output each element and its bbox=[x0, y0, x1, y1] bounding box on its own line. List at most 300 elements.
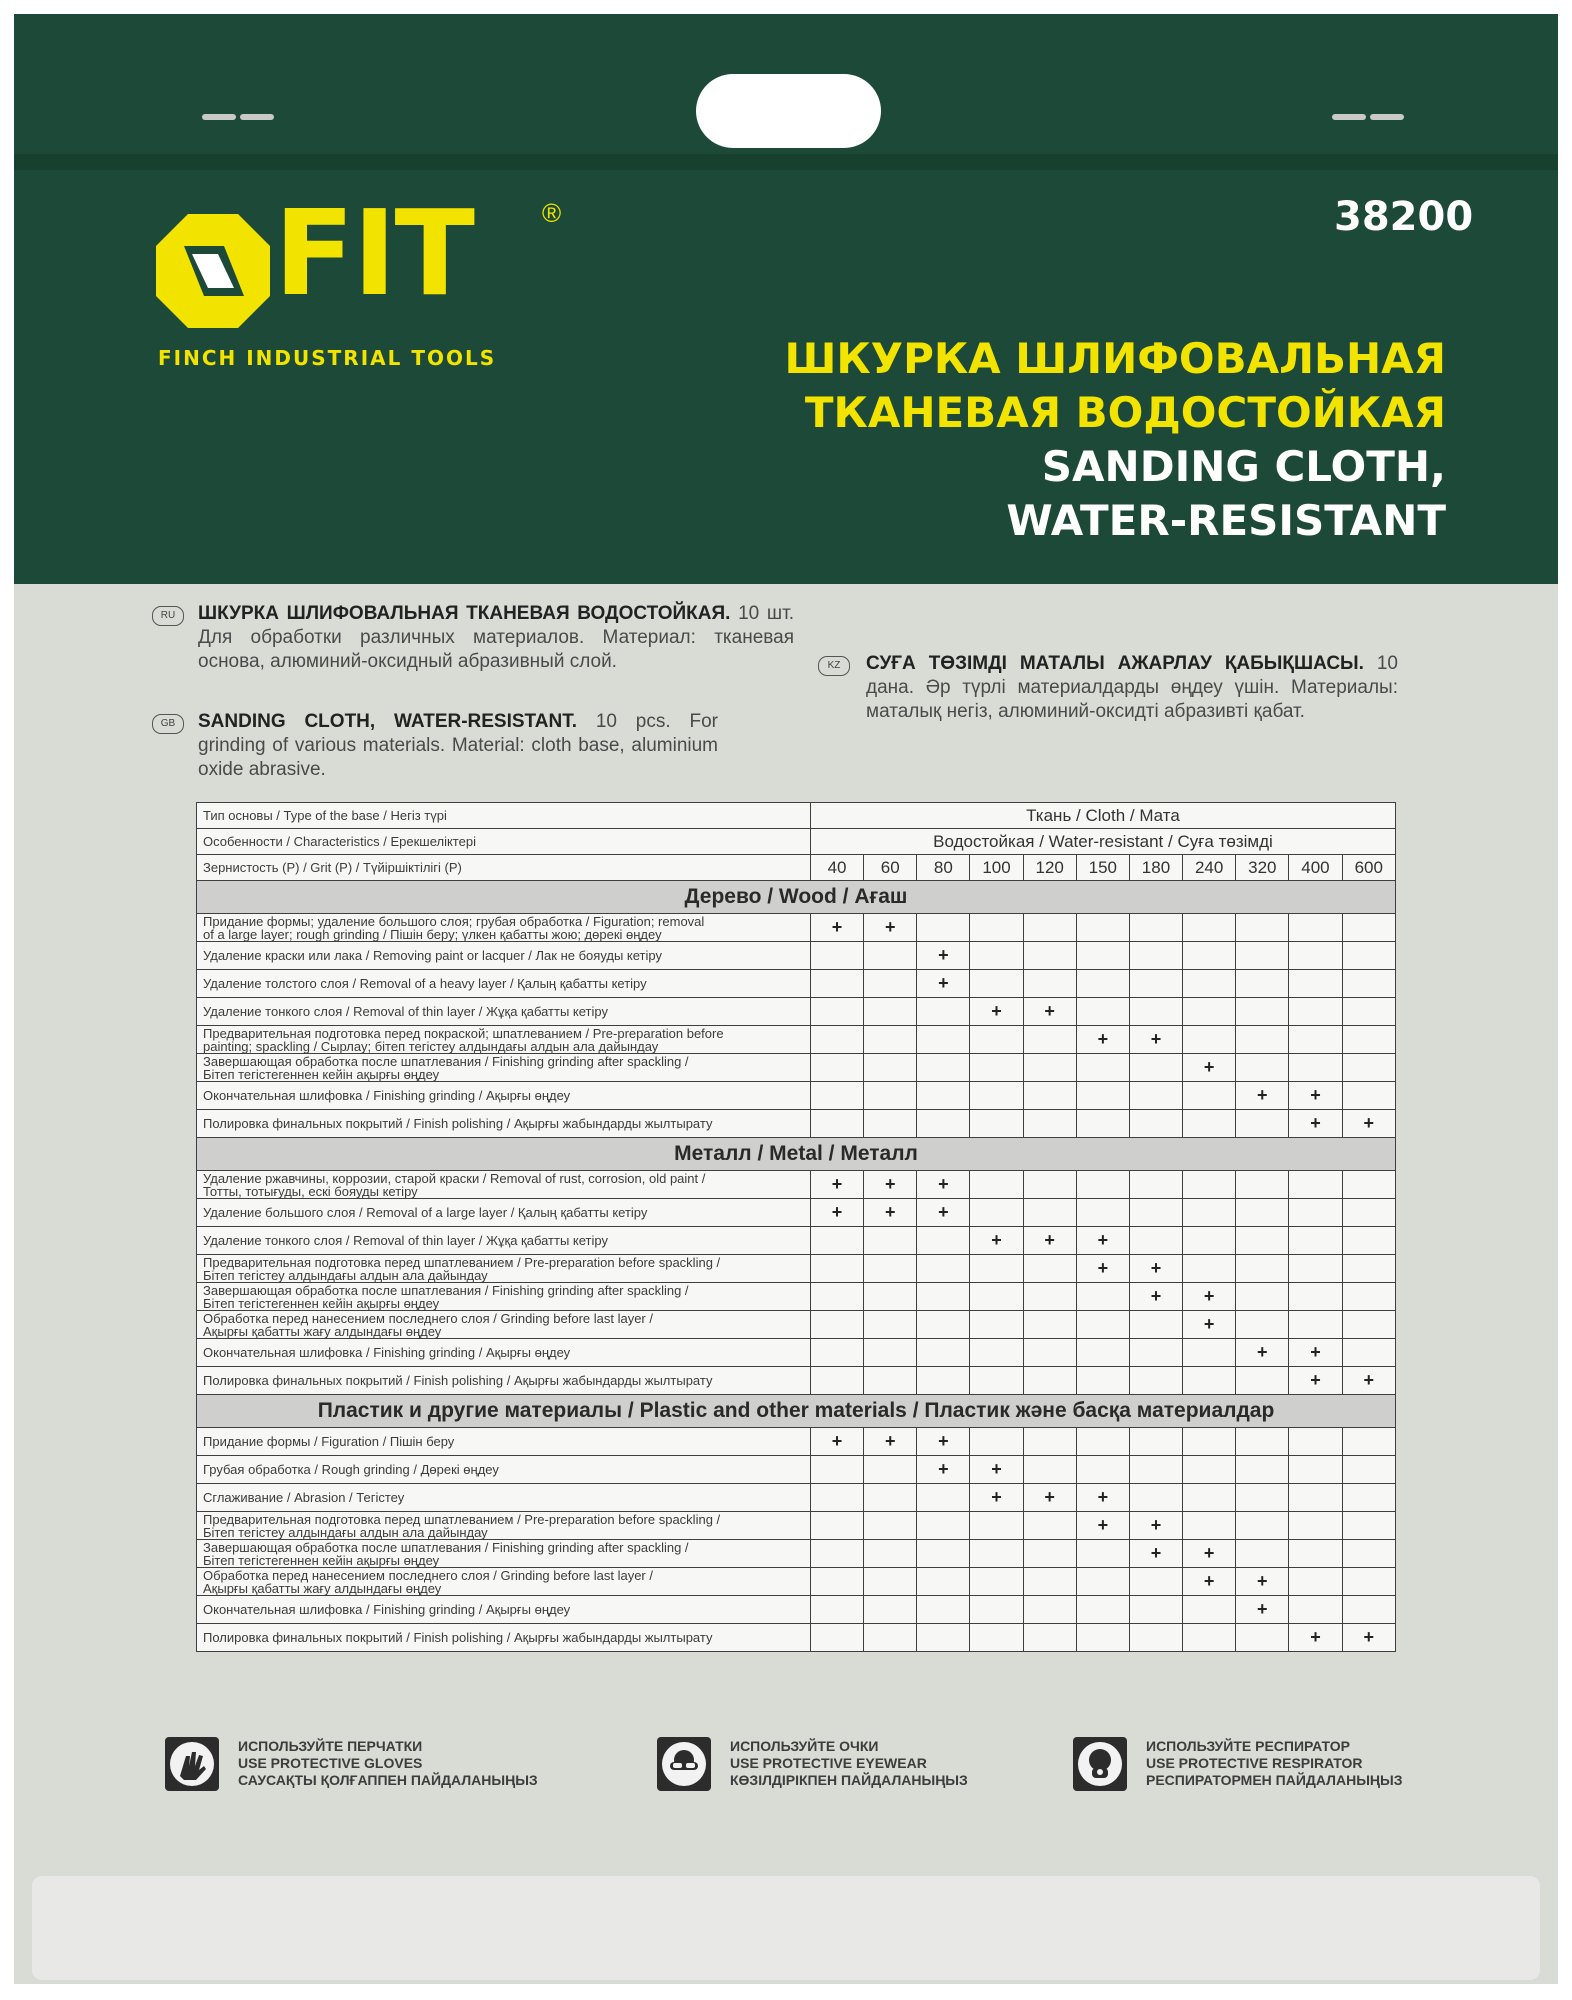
grit-cell-320 bbox=[1236, 1367, 1289, 1395]
grit-cell-150: + bbox=[1076, 1512, 1129, 1540]
grit-cell-400 bbox=[1289, 1568, 1342, 1596]
grit-cell-120 bbox=[1023, 1255, 1076, 1283]
grit-cell-400 bbox=[1289, 1283, 1342, 1311]
grit-cell-240 bbox=[1183, 1596, 1236, 1624]
characteristics-value: Водостойкая / Water-resistant / Суға төзімді bbox=[810, 829, 1395, 855]
staple bbox=[1332, 114, 1366, 120]
grit-value-600: 600 bbox=[1342, 855, 1395, 881]
staple bbox=[1370, 114, 1404, 120]
grit-cell-80 bbox=[917, 1568, 970, 1596]
application-label: Удаление ржавчины, коррозии, старой краски / Removal of rust, corrosion, old paint / Тотты, тотығуды, ескі бояуды кетіру bbox=[197, 1171, 811, 1199]
grit-cell-80 bbox=[917, 1596, 970, 1624]
staple bbox=[240, 114, 274, 120]
grit-cell-120: + bbox=[1023, 1484, 1076, 1512]
grit-application-table bbox=[196, 802, 1396, 1652]
grit-cell-600 bbox=[1342, 942, 1395, 970]
description-ru bbox=[198, 602, 794, 674]
grit-cell-320 bbox=[1236, 942, 1289, 970]
grit-cell-180 bbox=[1129, 1227, 1182, 1255]
grit-cell-120 bbox=[1023, 1624, 1076, 1652]
grit-cell-400 bbox=[1289, 1456, 1342, 1484]
grit-cell-80: + bbox=[917, 970, 970, 998]
grit-cell-600 bbox=[1342, 1311, 1395, 1339]
description-gb bbox=[198, 710, 718, 782]
grit-cell-150: + bbox=[1076, 1227, 1129, 1255]
grit-cell-400 bbox=[1289, 1540, 1342, 1568]
application-label: Предварительная подготовка перед шпатлеванием / Pre-preparation before spackling / Бітеп тегістеу алдындағы алдын ала дайындау bbox=[197, 1255, 811, 1283]
grit-cell-320: + bbox=[1236, 1568, 1289, 1596]
description-gb-text: 10 pcs. For grinding of various materials. Material: cloth base, aluminium oxide abrasive. bbox=[198, 711, 718, 780]
characteristics-row bbox=[197, 829, 1396, 855]
grit-cell-40 bbox=[810, 1082, 863, 1110]
grit-cell-40 bbox=[810, 1596, 863, 1624]
grit-cell-320 bbox=[1236, 1255, 1289, 1283]
description-kz-heading: СУҒА ТӨЗІМДІ МАТАЛЫ АЖАРЛАУ ҚАБЫҚШАСЫ. bbox=[866, 653, 1364, 674]
grit-cell-40 bbox=[810, 1484, 863, 1512]
brand-name: FIT bbox=[274, 184, 474, 322]
grit-cell-600 bbox=[1342, 1227, 1395, 1255]
grit-cell-120: + bbox=[1023, 998, 1076, 1026]
hexagon-logo-icon bbox=[154, 212, 272, 330]
grit-cell-320 bbox=[1236, 1456, 1289, 1484]
grit-value-150: 150 bbox=[1076, 855, 1129, 881]
grit-cell-180 bbox=[1129, 1110, 1182, 1138]
grit-cell-120 bbox=[1023, 914, 1076, 942]
grit-cell-120 bbox=[1023, 1596, 1076, 1624]
grit-cell-240 bbox=[1183, 942, 1236, 970]
grit-cell-100 bbox=[970, 970, 1023, 998]
grit-cell-180: + bbox=[1129, 1512, 1182, 1540]
warning-line: ИСПОЛЬЗУЙТЕ ПЕРЧАТКИ bbox=[238, 1738, 423, 1754]
grit-cell-150 bbox=[1076, 1082, 1129, 1110]
grit-cell-100 bbox=[970, 1110, 1023, 1138]
grit-cell-180: + bbox=[1129, 1283, 1182, 1311]
grit-cell-400 bbox=[1289, 1199, 1342, 1227]
grit-cell-120 bbox=[1023, 1428, 1076, 1456]
grit-cell-150 bbox=[1076, 1456, 1129, 1484]
grit-cell-180 bbox=[1129, 970, 1182, 998]
product-title bbox=[784, 332, 1446, 548]
application-label: Обработка перед нанесением последнего слоя / Grinding before last layer / Ақырғы қабатты жағу алдындағы өңдеу bbox=[197, 1568, 811, 1596]
grit-cell-240 bbox=[1183, 1339, 1236, 1367]
package-card bbox=[14, 14, 1558, 1984]
grit-cell-80 bbox=[917, 1512, 970, 1540]
grit-cell-320 bbox=[1236, 1110, 1289, 1138]
grit-cell-100 bbox=[970, 1171, 1023, 1199]
application-label: Обработка перед нанесением последнего слоя / Grinding before last layer / Ақырғы қабатты жағу алдындағы өңдеу bbox=[197, 1311, 811, 1339]
table-row bbox=[197, 1171, 1396, 1199]
grit-cell-600 bbox=[1342, 1082, 1395, 1110]
grit-cell-240 bbox=[1183, 1026, 1236, 1054]
grit-cell-320 bbox=[1236, 1199, 1289, 1227]
grit-cell-180 bbox=[1129, 1484, 1182, 1512]
grit-cell-40 bbox=[810, 1568, 863, 1596]
grit-cell-100 bbox=[970, 1199, 1023, 1227]
application-label: Окончательная шлифовка / Finishing grinding / Ақырғы өңдеу bbox=[197, 1596, 811, 1624]
grit-cell-240 bbox=[1183, 1367, 1236, 1395]
description-kz-text: 10 дана. Әр түрлі материалдарды өңдеу үшін. Материалы: маталық негіз, алюминий-оксидті абразивті қабат. bbox=[866, 653, 1398, 722]
grit-cell-180 bbox=[1129, 1199, 1182, 1227]
section-header bbox=[197, 1395, 1396, 1428]
grit-cell-400 bbox=[1289, 998, 1342, 1026]
grit-cell-240 bbox=[1183, 1428, 1236, 1456]
grit-cell-60 bbox=[864, 1367, 917, 1395]
grit-cell-400: + bbox=[1289, 1339, 1342, 1367]
grit-cell-180: + bbox=[1129, 1540, 1182, 1568]
grit-cell-60 bbox=[864, 1227, 917, 1255]
grit-cell-40 bbox=[810, 1540, 863, 1568]
grit-cell-600 bbox=[1342, 1026, 1395, 1054]
grit-cell-320 bbox=[1236, 1311, 1289, 1339]
grit-cell-240: + bbox=[1183, 1311, 1236, 1339]
grit-cell-320 bbox=[1236, 1540, 1289, 1568]
grit-cell-600 bbox=[1342, 1512, 1395, 1540]
grit-cell-100 bbox=[970, 1624, 1023, 1652]
grit-cell-600 bbox=[1342, 970, 1395, 998]
grit-cell-150: + bbox=[1076, 1026, 1129, 1054]
grit-cell-120: + bbox=[1023, 1227, 1076, 1255]
grit-cell-400 bbox=[1289, 914, 1342, 942]
warning-line: ИСПОЛЬЗУЙТЕ ОЧКИ bbox=[730, 1738, 879, 1754]
grit-cell-120 bbox=[1023, 1339, 1076, 1367]
registered-mark: ® bbox=[542, 198, 562, 228]
description-kz bbox=[866, 652, 1398, 724]
grit-cell-600 bbox=[1342, 1054, 1395, 1082]
grit-cell-150 bbox=[1076, 970, 1129, 998]
grit-cell-240 bbox=[1183, 1512, 1236, 1540]
title-ru-line2: ТКАНЕВАЯ ВОДОСТОЙКАЯ bbox=[804, 388, 1446, 437]
grit-cell-120 bbox=[1023, 1568, 1076, 1596]
grit-cell-60 bbox=[864, 1540, 917, 1568]
lang-badge-ru: RU bbox=[152, 606, 184, 626]
grit-cell-120 bbox=[1023, 1110, 1076, 1138]
grit-cell-240 bbox=[1183, 1456, 1236, 1484]
grit-cell-320 bbox=[1236, 1428, 1289, 1456]
lang-badge-gb: GB bbox=[152, 714, 184, 734]
grit-cell-100 bbox=[970, 1512, 1023, 1540]
grit-cell-400: + bbox=[1289, 1082, 1342, 1110]
grit-row bbox=[197, 855, 1396, 881]
grit-cell-180 bbox=[1129, 1054, 1182, 1082]
grit-cell-80: + bbox=[917, 1199, 970, 1227]
grit-cell-100 bbox=[970, 1339, 1023, 1367]
grit-cell-400 bbox=[1289, 1484, 1342, 1512]
title-en-line2: WATER-RESISTANT bbox=[1006, 496, 1446, 545]
grit-cell-60: + bbox=[864, 1171, 917, 1199]
grit-cell-240 bbox=[1183, 1110, 1236, 1138]
grit-cell-80: + bbox=[917, 1456, 970, 1484]
grit-cell-60 bbox=[864, 1596, 917, 1624]
grit-cell-150: + bbox=[1076, 1484, 1129, 1512]
grit-cell-240: + bbox=[1183, 1054, 1236, 1082]
grit-cell-400 bbox=[1289, 1171, 1342, 1199]
grit-cell-240 bbox=[1183, 1082, 1236, 1110]
grit-label: Зернистость (P) / Grit (P) / Түйіршіктілігі (P) bbox=[197, 855, 811, 881]
grit-cell-400 bbox=[1289, 942, 1342, 970]
grit-cell-60 bbox=[864, 1311, 917, 1339]
grit-cell-150 bbox=[1076, 1171, 1129, 1199]
grit-cell-120 bbox=[1023, 1456, 1076, 1484]
grit-cell-240 bbox=[1183, 1484, 1236, 1512]
table-row bbox=[197, 1624, 1396, 1652]
grit-cell-60 bbox=[864, 1624, 917, 1652]
table-row bbox=[197, 942, 1396, 970]
grit-cell-180 bbox=[1129, 914, 1182, 942]
respirator-icon bbox=[1072, 1736, 1128, 1792]
grit-cell-80 bbox=[917, 1484, 970, 1512]
grit-cell-180 bbox=[1129, 1171, 1182, 1199]
description-ru-heading: ШКУРКА ШЛИФОВАЛЬНАЯ ТКАНЕВАЯ ВОДОСТОЙКАЯ. bbox=[198, 603, 731, 624]
grit-cell-100: + bbox=[970, 1484, 1023, 1512]
grit-cell-40 bbox=[810, 1255, 863, 1283]
header-band bbox=[14, 14, 1558, 584]
table-row bbox=[197, 914, 1396, 942]
warning-line: USE PROTECTIVE GLOVES bbox=[238, 1755, 423, 1771]
grit-cell-150 bbox=[1076, 1596, 1129, 1624]
grit-cell-40 bbox=[810, 970, 863, 998]
grit-cell-150 bbox=[1076, 1199, 1129, 1227]
grit-cell-240 bbox=[1183, 1227, 1236, 1255]
grit-cell-60 bbox=[864, 1456, 917, 1484]
application-label: Удаление тонкого слоя / Removal of thin layer / Жұқа қабатты кетіру bbox=[197, 1227, 811, 1255]
grit-cell-150 bbox=[1076, 1283, 1129, 1311]
grit-cell-240 bbox=[1183, 970, 1236, 998]
grit-cell-100 bbox=[970, 914, 1023, 942]
grit-cell-100 bbox=[970, 1568, 1023, 1596]
grit-cell-180: + bbox=[1129, 1255, 1182, 1283]
application-label: Окончательная шлифовка / Finishing grinding / Ақырғы өңдеу bbox=[197, 1082, 811, 1110]
base-type-row bbox=[197, 803, 1396, 829]
grit-cell-100 bbox=[970, 1428, 1023, 1456]
grit-cell-150 bbox=[1076, 1540, 1129, 1568]
application-label: Придание формы; удаление большого слоя; грубая обработка / Figuration; removal of a large layer; rough grinding / Пішін беру; үлкен қабатты жою; дөрекі өңдеу bbox=[197, 914, 811, 942]
grit-cell-150 bbox=[1076, 1624, 1129, 1652]
grit-cell-40 bbox=[810, 1311, 863, 1339]
grit-value-60: 60 bbox=[864, 855, 917, 881]
grit-cell-80: + bbox=[917, 1171, 970, 1199]
application-label: Полировка финальных покрытий / Finish polishing / Ақырғы жабындарды жылтырату bbox=[197, 1624, 811, 1652]
grit-cell-40 bbox=[810, 1054, 863, 1082]
grit-cell-150 bbox=[1076, 914, 1129, 942]
table-row bbox=[197, 1540, 1396, 1568]
grit-cell-60 bbox=[864, 998, 917, 1026]
title-ru-line1: ШКУРКА ШЛИФОВАЛЬНАЯ bbox=[784, 334, 1446, 383]
grit-cell-180 bbox=[1129, 1568, 1182, 1596]
grit-cell-240 bbox=[1183, 1171, 1236, 1199]
brand-subtitle: FINCH INDUSTRIAL TOOLS bbox=[158, 346, 497, 370]
grit-cell-320 bbox=[1236, 1026, 1289, 1054]
table-row bbox=[197, 1026, 1396, 1054]
grit-cell-600 bbox=[1342, 1428, 1395, 1456]
warning-respirator-text bbox=[1146, 1738, 1403, 1789]
warning-eyewear-text bbox=[730, 1738, 968, 1789]
grit-cell-150 bbox=[1076, 1054, 1129, 1082]
warning-line: USE PROTECTIVE RESPIRATOR bbox=[1146, 1755, 1363, 1771]
grit-cell-60 bbox=[864, 1568, 917, 1596]
warning-line: USE PROTECTIVE EYEWEAR bbox=[730, 1755, 927, 1771]
grit-cell-180 bbox=[1129, 1596, 1182, 1624]
grit-cell-40 bbox=[810, 1339, 863, 1367]
grit-cell-600 bbox=[1342, 998, 1395, 1026]
grit-cell-60 bbox=[864, 1026, 917, 1054]
grit-cell-180 bbox=[1129, 1367, 1182, 1395]
grit-cell-100: + bbox=[970, 1456, 1023, 1484]
grit-cell-320 bbox=[1236, 1171, 1289, 1199]
grit-cell-600: + bbox=[1342, 1110, 1395, 1138]
grit-cell-60 bbox=[864, 1512, 917, 1540]
application-label: Придание формы / Figuration / Пішін беру bbox=[197, 1428, 811, 1456]
grit-cell-320 bbox=[1236, 970, 1289, 998]
grit-cell-120 bbox=[1023, 1512, 1076, 1540]
lang-badge-kz: KZ bbox=[818, 656, 850, 676]
grit-cell-600 bbox=[1342, 1171, 1395, 1199]
grit-cell-120 bbox=[1023, 1311, 1076, 1339]
grit-cell-100: + bbox=[970, 1227, 1023, 1255]
grit-cell-80 bbox=[917, 1054, 970, 1082]
characteristics-label: Особенности / Characteristics / Ерекшеліктері bbox=[197, 829, 811, 855]
grit-cell-120 bbox=[1023, 1171, 1076, 1199]
grit-cell-60 bbox=[864, 970, 917, 998]
bottom-window bbox=[32, 1876, 1540, 1980]
grit-cell-120 bbox=[1023, 1054, 1076, 1082]
grit-cell-600 bbox=[1342, 914, 1395, 942]
grit-cell-40 bbox=[810, 1624, 863, 1652]
base-type-label: Тип основы / Type of the base / Негіз түрі bbox=[197, 803, 811, 829]
grit-cell-80 bbox=[917, 1367, 970, 1395]
grit-cell-60 bbox=[864, 1339, 917, 1367]
grit-cell-240: + bbox=[1183, 1540, 1236, 1568]
grit-cell-60: + bbox=[864, 1199, 917, 1227]
section-title: Металл / Metal / Металл bbox=[197, 1138, 1396, 1171]
grit-cell-240 bbox=[1183, 1624, 1236, 1652]
table-row bbox=[197, 1283, 1396, 1311]
grit-cell-150: + bbox=[1076, 1255, 1129, 1283]
application-label: Удаление тонкого слоя / Removal of thin layer / Жұқа қабатты кетіру bbox=[197, 998, 811, 1026]
grit-cell-40 bbox=[810, 1227, 863, 1255]
application-label: Предварительная подготовка перед шпатлеванием / Pre-preparation before spackling / Бітеп тегістеу алдындағы алдын ала дайындау bbox=[197, 1512, 811, 1540]
grit-cell-60 bbox=[864, 1110, 917, 1138]
grit-cell-120 bbox=[1023, 942, 1076, 970]
application-label: Удаление краски или лака / Removing paint or lacquer / Лак не бояуды кетіру bbox=[197, 942, 811, 970]
grit-cell-320 bbox=[1236, 1512, 1289, 1540]
grit-cell-180 bbox=[1129, 942, 1182, 970]
grit-cell-320: + bbox=[1236, 1082, 1289, 1110]
grit-cell-240 bbox=[1183, 1255, 1236, 1283]
grit-cell-400: + bbox=[1289, 1367, 1342, 1395]
grit-cell-180 bbox=[1129, 1624, 1182, 1652]
grit-value-400: 400 bbox=[1289, 855, 1342, 881]
warning-line: САУСАҚТЫ ҚОЛҒАППЕН ПАЙДАЛАНЫҢЫЗ bbox=[238, 1772, 538, 1788]
grit-cell-600 bbox=[1342, 1456, 1395, 1484]
grit-cell-80 bbox=[917, 1540, 970, 1568]
grit-cell-60: + bbox=[864, 1428, 917, 1456]
grit-cell-180 bbox=[1129, 1339, 1182, 1367]
grit-cell-400 bbox=[1289, 1428, 1342, 1456]
grit-cell-320 bbox=[1236, 998, 1289, 1026]
grit-cell-60 bbox=[864, 1054, 917, 1082]
grit-cell-100 bbox=[970, 1255, 1023, 1283]
grit-cell-80: + bbox=[917, 1428, 970, 1456]
table-row bbox=[197, 1199, 1396, 1227]
grit-cell-100 bbox=[970, 1367, 1023, 1395]
table-row bbox=[197, 1596, 1396, 1624]
table-row bbox=[197, 1367, 1396, 1395]
grit-cell-80 bbox=[917, 1311, 970, 1339]
grit-cell-60: + bbox=[864, 914, 917, 942]
title-en-line1: SANDING CLOTH, bbox=[1041, 442, 1446, 491]
grit-value-40: 40 bbox=[810, 855, 863, 881]
grit-cell-60 bbox=[864, 1082, 917, 1110]
eyewear-icon bbox=[656, 1736, 712, 1792]
grit-cell-400 bbox=[1289, 1512, 1342, 1540]
grit-cell-40 bbox=[810, 1026, 863, 1054]
grit-cell-60 bbox=[864, 1283, 917, 1311]
grit-cell-40 bbox=[810, 1283, 863, 1311]
grit-value-180: 180 bbox=[1129, 855, 1182, 881]
grit-cell-320 bbox=[1236, 1624, 1289, 1652]
section-header bbox=[197, 881, 1396, 914]
table-row bbox=[197, 1082, 1396, 1110]
grit-cell-150 bbox=[1076, 1367, 1129, 1395]
grit-cell-80 bbox=[917, 1110, 970, 1138]
grit-cell-120 bbox=[1023, 1026, 1076, 1054]
warning-gloves-text bbox=[238, 1738, 538, 1789]
grit-cell-80 bbox=[917, 998, 970, 1026]
grit-cell-150 bbox=[1076, 1568, 1129, 1596]
table-row bbox=[197, 1428, 1396, 1456]
description-ru-text: 10 шт. Для обработки различных материалов. Материал: тканевая основа, алюминий-оксидный абразивный слой. bbox=[198, 603, 794, 672]
grit-cell-100 bbox=[970, 1540, 1023, 1568]
grit-cell-40 bbox=[810, 1110, 863, 1138]
grit-cell-40 bbox=[810, 998, 863, 1026]
grit-cell-40 bbox=[810, 1512, 863, 1540]
table-row bbox=[197, 1054, 1396, 1082]
table-row bbox=[197, 1456, 1396, 1484]
grit-cell-40: + bbox=[810, 1428, 863, 1456]
warning-line: РЕСПИРАТОРМЕН ПАЙДАЛАНЫҢЫЗ bbox=[1146, 1772, 1403, 1788]
table-row bbox=[197, 998, 1396, 1026]
grit-cell-320 bbox=[1236, 1283, 1289, 1311]
article-number: 38200 bbox=[1334, 194, 1474, 240]
grit-value-100: 100 bbox=[970, 855, 1023, 881]
warning-line: КӨЗІЛДІРІКПЕН ПАЙДАЛАНЫҢЫЗ bbox=[730, 1772, 968, 1788]
grit-cell-100 bbox=[970, 1283, 1023, 1311]
grit-cell-240 bbox=[1183, 998, 1236, 1026]
application-label: Полировка финальных покрытий / Finish polishing / Ақырғы жабындарды жылтырату bbox=[197, 1367, 811, 1395]
grit-cell-40 bbox=[810, 942, 863, 970]
grit-cell-120 bbox=[1023, 1367, 1076, 1395]
grit-cell-320: + bbox=[1236, 1596, 1289, 1624]
grit-value-80: 80 bbox=[917, 855, 970, 881]
application-label: Грубая обработка / Rough grinding / Дөрекі өңдеу bbox=[197, 1456, 811, 1484]
hanger-hole bbox=[696, 74, 881, 148]
grit-cell-150 bbox=[1076, 1110, 1129, 1138]
application-label: Завершающая обработка после шпатлевания / Finishing grinding after spackling / Бітеп тегістегеннен кейін ақырғы өңдеу bbox=[197, 1283, 811, 1311]
grit-cell-100 bbox=[970, 1054, 1023, 1082]
grit-cell-180 bbox=[1129, 1456, 1182, 1484]
grit-cell-150 bbox=[1076, 1311, 1129, 1339]
grit-cell-150 bbox=[1076, 1428, 1129, 1456]
table-row bbox=[197, 1484, 1396, 1512]
base-type-value: Ткань / Cloth / Мата bbox=[810, 803, 1395, 829]
grit-cell-400 bbox=[1289, 1026, 1342, 1054]
grit-cell-40 bbox=[810, 1456, 863, 1484]
grit-cell-320 bbox=[1236, 1227, 1289, 1255]
hanger-tab bbox=[14, 154, 1558, 170]
grit-cell-120 bbox=[1023, 1199, 1076, 1227]
table-row bbox=[197, 1255, 1396, 1283]
grit-cell-120 bbox=[1023, 1082, 1076, 1110]
